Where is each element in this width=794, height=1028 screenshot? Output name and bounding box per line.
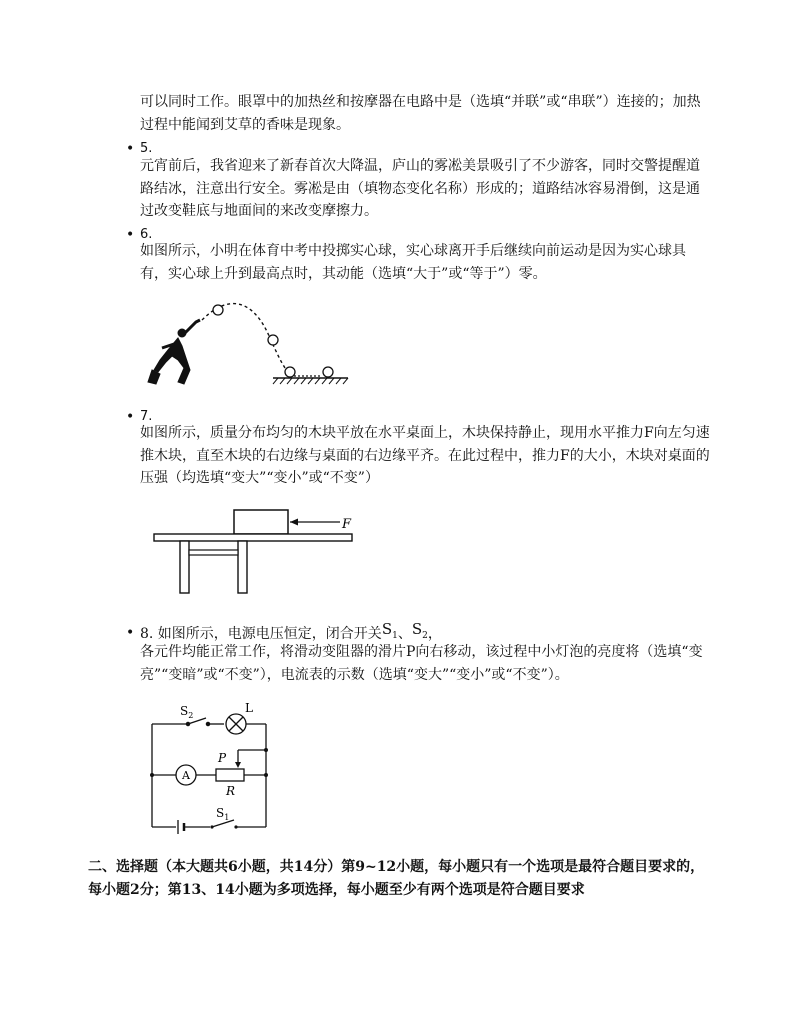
wooden-block — [234, 510, 288, 534]
question-8-lead-text: 8. 如图所示，电源电压恒定，闭合开关 — [140, 626, 382, 642]
table-leg-left — [180, 541, 189, 593]
ball-ground-2 — [323, 367, 333, 377]
switch-s1-blade — [212, 820, 234, 827]
switch-s2-label: $S_2$ — [180, 704, 194, 720]
table-top — [154, 534, 352, 541]
question-7-text: 如图所示，质量分布均匀的木块平放在水平桌面上，木块保持静止，现用水平推力F向左匀速推木块，直至木块的右边缘与桌面的右边缘平齐。在此过程中，推力F的大小，木块对桌面的压强（均选填“变大”“变小”或“不变”） — [140, 425, 710, 486]
switch-s1-label: $S_1$ — [216, 806, 230, 822]
bullet-6: • — [126, 227, 135, 243]
resistor-symbol — [216, 769, 244, 781]
question-7-number: 7. — [140, 409, 153, 424]
switch-s2-symbol: $S_2$ — [411, 620, 428, 641]
ball-middle — [268, 335, 278, 345]
resistor-label: R — [226, 784, 236, 798]
lamp-label: L — [245, 701, 253, 715]
bullet-7: • — [126, 409, 135, 425]
table-block-figure — [140, 502, 362, 594]
symbol-comma: ， — [427, 626, 442, 642]
section-2-heading: 二、选择题（本大题共6小题，共14分）第9~12小题，每小题只有一个选项是最符合题目要求的，每小题2分；第13、14小题为多项选择，每小题至少有两个选项是符合题目要求 — [88, 859, 705, 898]
table-crossbar — [189, 550, 238, 555]
ammeter-label: A — [182, 769, 190, 782]
question-6-text: 如图所示，小明在体育中考中投掷实心球，实心球离开手后继续向前运动是因为实心球具有，实心球上升到最高点时，其动能（选填“大于”或“等于”）零。 — [140, 243, 686, 282]
circuit-figure — [140, 700, 280, 840]
athlete-figure — [148, 320, 200, 384]
question-8-text: 各元件均能正常工作，将滑动变阻器的滑片P向右移动，该过程中小灯泡的亮度将（选填“变亮”“变暗”或“不变”），电流表的示数（选填“变大”“变小”或“不变”）。 — [140, 644, 703, 683]
question-6-number: 6. — [140, 227, 153, 242]
question-5-text: 元宵前后，我省迎来了新春首次大降温，庐山的雾凇美景吸引了不少游客，同时交警提醒道路结冰，注意出行安全。雾凇是由（填物态变化名称）形成的；道路结冰容易滑倒，这是通过改变鞋底与地面间的来改变摩擦力。 — [140, 158, 700, 219]
question-4-text: 可以同时工作。眼罩中的加热丝和按摩器在电路中是（选填“并联”或“串联”）连接的；加热过程中能闻到艾草的香味是现象。 — [140, 94, 701, 133]
question-5-number: 5. — [140, 141, 153, 156]
ball-ground-1 — [285, 367, 295, 377]
ball-start — [213, 305, 223, 315]
bullet-5: • — [126, 141, 135, 157]
symbol-separator: 、 — [397, 626, 412, 642]
force-label: F — [342, 517, 352, 532]
bullet-8: • — [126, 625, 135, 641]
shot-put-figure — [138, 298, 360, 388]
table-leg-right — [238, 541, 247, 593]
slider-label: P — [218, 751, 227, 765]
switch-s1-symbol: $S_1$ — [381, 620, 398, 641]
